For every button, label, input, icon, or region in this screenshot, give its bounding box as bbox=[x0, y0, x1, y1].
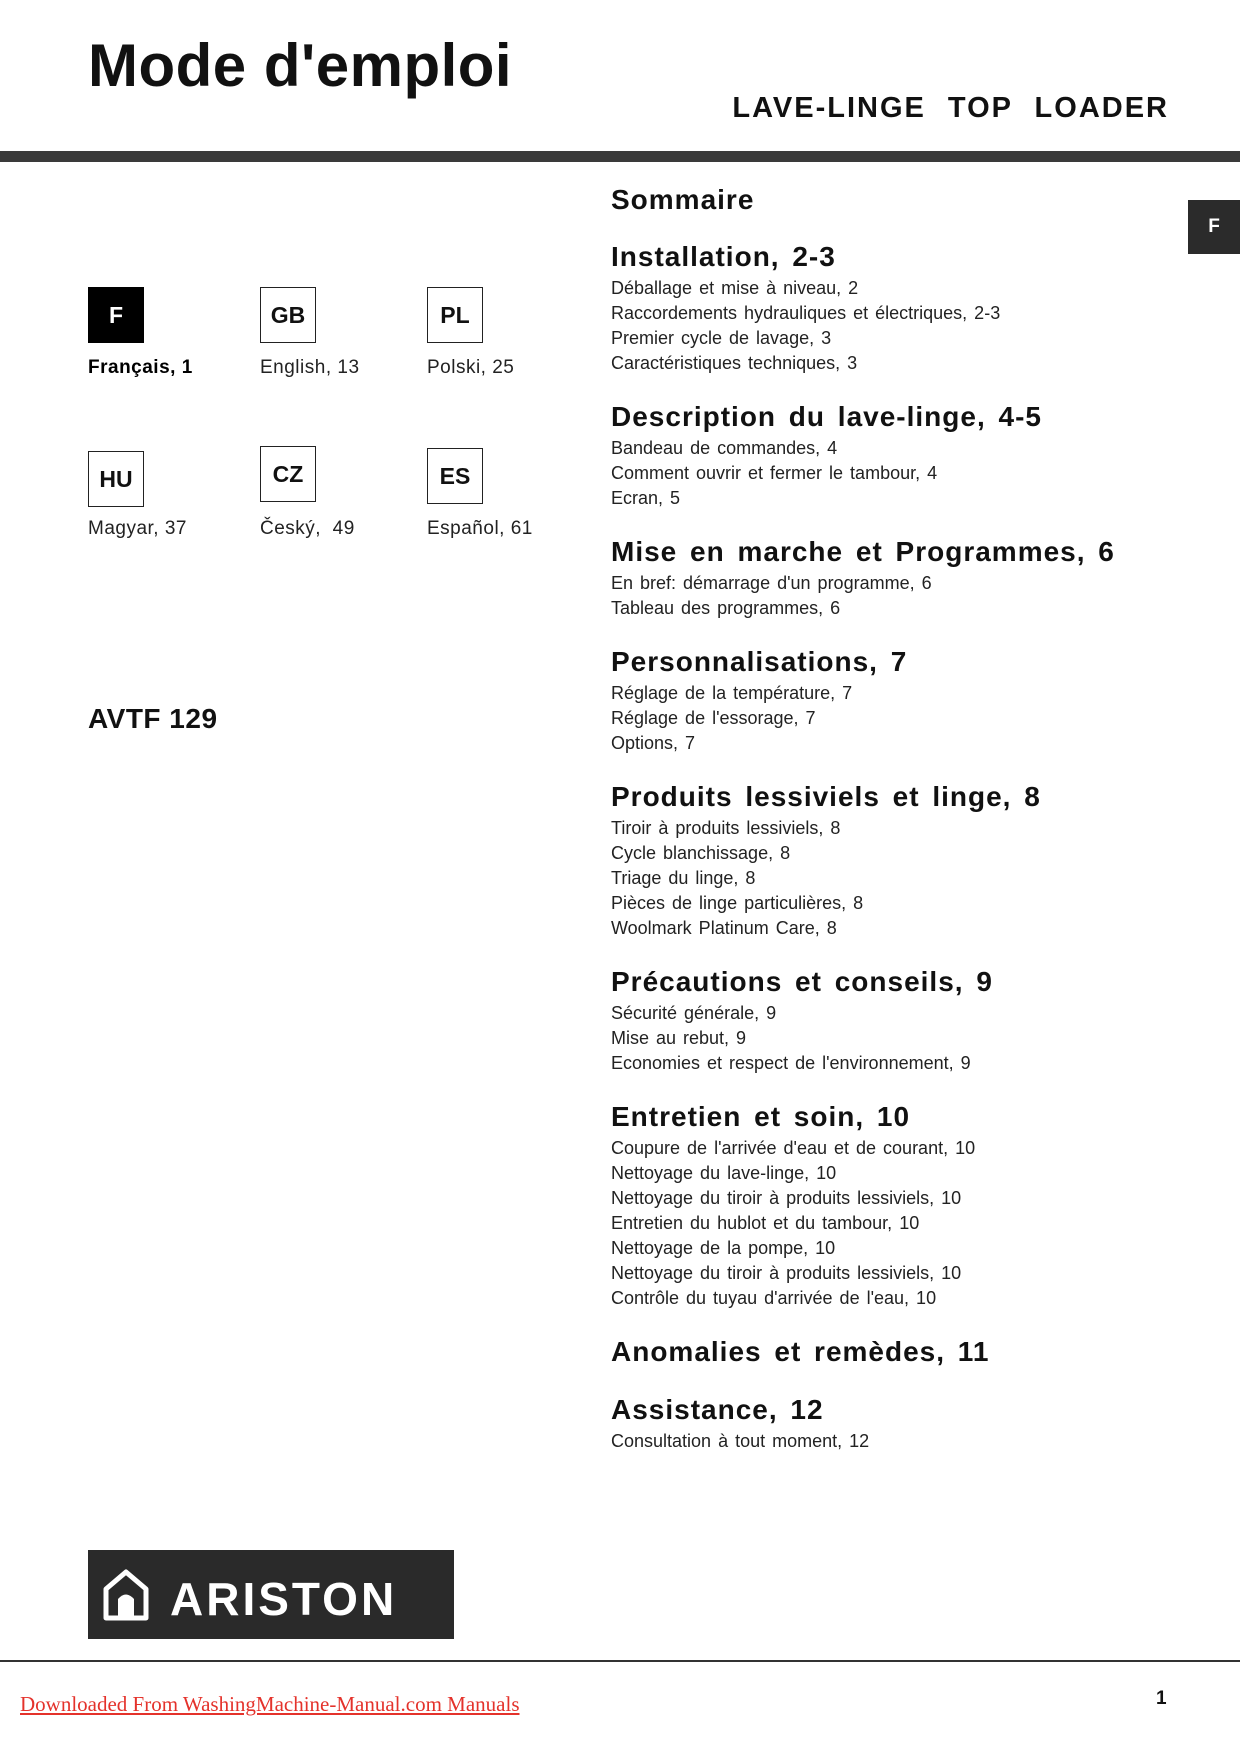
ariston-logo bbox=[88, 1550, 454, 1639]
toc-item[interactable]: Consultation à tout moment, 12 bbox=[611, 1431, 870, 1451]
download-source-link[interactable]: Downloaded From WashingMachine-Manual.com Manuals bbox=[20, 1692, 520, 1716]
toc-item[interactable]: Cycle blanchissage, 8 bbox=[611, 843, 791, 863]
language-code-box: GB bbox=[260, 287, 316, 343]
toc-item-list bbox=[611, 816, 1171, 941]
language-label: Español, 61 bbox=[427, 518, 533, 539]
toc-section-title[interactable]: Précautions et conseils, 9 bbox=[611, 966, 993, 997]
language-entry-cz[interactable] bbox=[260, 446, 410, 540]
toc-item[interactable]: Nettoyage du tiroir à produits lessiviels, 10 bbox=[611, 1263, 962, 1283]
toc-section bbox=[611, 645, 1171, 756]
toc-item-list bbox=[611, 276, 1171, 376]
toc-item[interactable]: Mise au rebut, 9 bbox=[611, 1028, 747, 1048]
toc-item[interactable]: Nettoyage du tiroir à produits lessiviels, 10 bbox=[611, 1188, 962, 1208]
model-number: AVTF 129 bbox=[88, 703, 218, 734]
product-type-subtitle: LAVE-LINGE TOP LOADER bbox=[732, 92, 1169, 124]
toc-section bbox=[611, 780, 1171, 941]
toc-section bbox=[611, 240, 1171, 376]
toc-item-list bbox=[611, 1001, 1171, 1076]
toc-item-list bbox=[611, 1429, 1171, 1454]
toc-item[interactable]: Bandeau de commandes, 4 bbox=[611, 438, 838, 458]
toc-heading: Sommaire bbox=[611, 184, 755, 215]
house-icon bbox=[102, 1567, 150, 1623]
language-entry-es[interactable] bbox=[427, 448, 577, 540]
toc-item-list bbox=[611, 436, 1171, 511]
toc-section-title[interactable]: Personnalisations, 7 bbox=[611, 646, 908, 677]
language-label: English, 13 bbox=[260, 357, 360, 378]
toc-item-list bbox=[611, 1136, 1171, 1311]
toc-item[interactable]: Caractéristiques techniques, 3 bbox=[611, 353, 858, 373]
toc-section-title[interactable]: Description du lave-linge, 4-5 bbox=[611, 401, 1042, 432]
toc-section-title[interactable]: Entretien et soin, 10 bbox=[611, 1101, 911, 1132]
toc-item[interactable]: Pièces de linge particulières, 8 bbox=[611, 893, 864, 913]
toc-item[interactable]: Nettoyage de la pompe, 10 bbox=[611, 1238, 836, 1258]
toc-item[interactable]: Comment ouvrir et fermer le tambour, 4 bbox=[611, 463, 938, 483]
toc-item-list bbox=[611, 571, 1171, 621]
toc-section-title[interactable]: Anomalies et remèdes, 11 bbox=[611, 1336, 990, 1367]
language-side-tab: F bbox=[1188, 200, 1240, 254]
brand-name: ARISTON bbox=[170, 1572, 398, 1625]
header-divider bbox=[0, 151, 1240, 162]
language-label: Français, 1 bbox=[88, 357, 193, 378]
toc-section bbox=[611, 965, 1171, 1076]
toc-item[interactable]: Entretien du hublot et du tambour, 10 bbox=[611, 1213, 920, 1233]
language-code-box: CZ bbox=[260, 446, 316, 502]
toc-item[interactable]: Triage du linge, 8 bbox=[611, 868, 756, 888]
language-label: Český, 49 bbox=[260, 518, 355, 539]
toc-section bbox=[611, 1100, 1171, 1311]
toc-item[interactable]: Options, 7 bbox=[611, 733, 696, 753]
toc-item[interactable]: Ecran, 5 bbox=[611, 488, 681, 508]
language-entry-fr[interactable] bbox=[88, 287, 238, 379]
toc-item[interactable]: Woolmark Platinum Care, 8 bbox=[611, 918, 837, 938]
footer-divider bbox=[0, 1660, 1240, 1662]
toc-item[interactable]: Réglage de l'essorage, 7 bbox=[611, 708, 816, 728]
toc-section bbox=[611, 1335, 1171, 1369]
toc-section-title[interactable]: Assistance, 12 bbox=[611, 1394, 824, 1425]
toc-item[interactable]: Coupure de l'arrivée d'eau et de courant, 10 bbox=[611, 1138, 976, 1158]
toc-sections bbox=[611, 240, 1171, 1454]
toc-section-title[interactable]: Installation, 2-3 bbox=[611, 241, 836, 272]
toc-section bbox=[611, 535, 1171, 621]
table-of-contents bbox=[611, 184, 1171, 1478]
toc-item[interactable]: Contrôle du tuyau d'arrivée de l'eau, 10 bbox=[611, 1288, 937, 1308]
toc-item[interactable]: Nettoyage du lave-linge, 10 bbox=[611, 1163, 837, 1183]
language-label: Polski, 25 bbox=[427, 357, 515, 378]
toc-item[interactable]: Tiroir à produits lessiviels, 8 bbox=[611, 818, 841, 838]
toc-item-list bbox=[611, 681, 1171, 756]
toc-item[interactable]: Premier cycle de lavage, 3 bbox=[611, 328, 832, 348]
toc-item[interactable]: Economies et respect de l'environnement, 9 bbox=[611, 1053, 971, 1073]
toc-item[interactable]: Raccordements hydrauliques et électriques, 2-3 bbox=[611, 303, 1001, 323]
page-title: Mode d'emploi bbox=[88, 32, 513, 99]
toc-item[interactable]: Réglage de la température, 7 bbox=[611, 683, 853, 703]
toc-item[interactable]: Sécurité générale, 9 bbox=[611, 1003, 777, 1023]
language-code-box: PL bbox=[427, 287, 483, 343]
language-entry-hu[interactable] bbox=[88, 448, 238, 540]
toc-section bbox=[611, 400, 1171, 511]
toc-section-title[interactable]: Mise en marche et Programmes, 6 bbox=[611, 536, 1115, 567]
language-code-box: F bbox=[88, 287, 144, 343]
language-code-box: HU bbox=[88, 451, 144, 507]
toc-item[interactable]: Déballage et mise à niveau, 2 bbox=[611, 278, 859, 298]
language-code-box: ES bbox=[427, 448, 483, 504]
language-label: Magyar, 37 bbox=[88, 518, 187, 539]
page-number: 1 bbox=[1156, 1688, 1167, 1709]
toc-item[interactable]: En bref: démarrage d'un programme, 6 bbox=[611, 573, 932, 593]
toc-section-title[interactable]: Produits lessiviels et linge, 8 bbox=[611, 781, 1041, 812]
toc-item[interactable]: Tableau des programmes, 6 bbox=[611, 598, 841, 618]
language-entry-gb[interactable] bbox=[260, 287, 410, 379]
language-entry-pl[interactable] bbox=[427, 287, 577, 379]
toc-section bbox=[611, 1393, 1171, 1454]
